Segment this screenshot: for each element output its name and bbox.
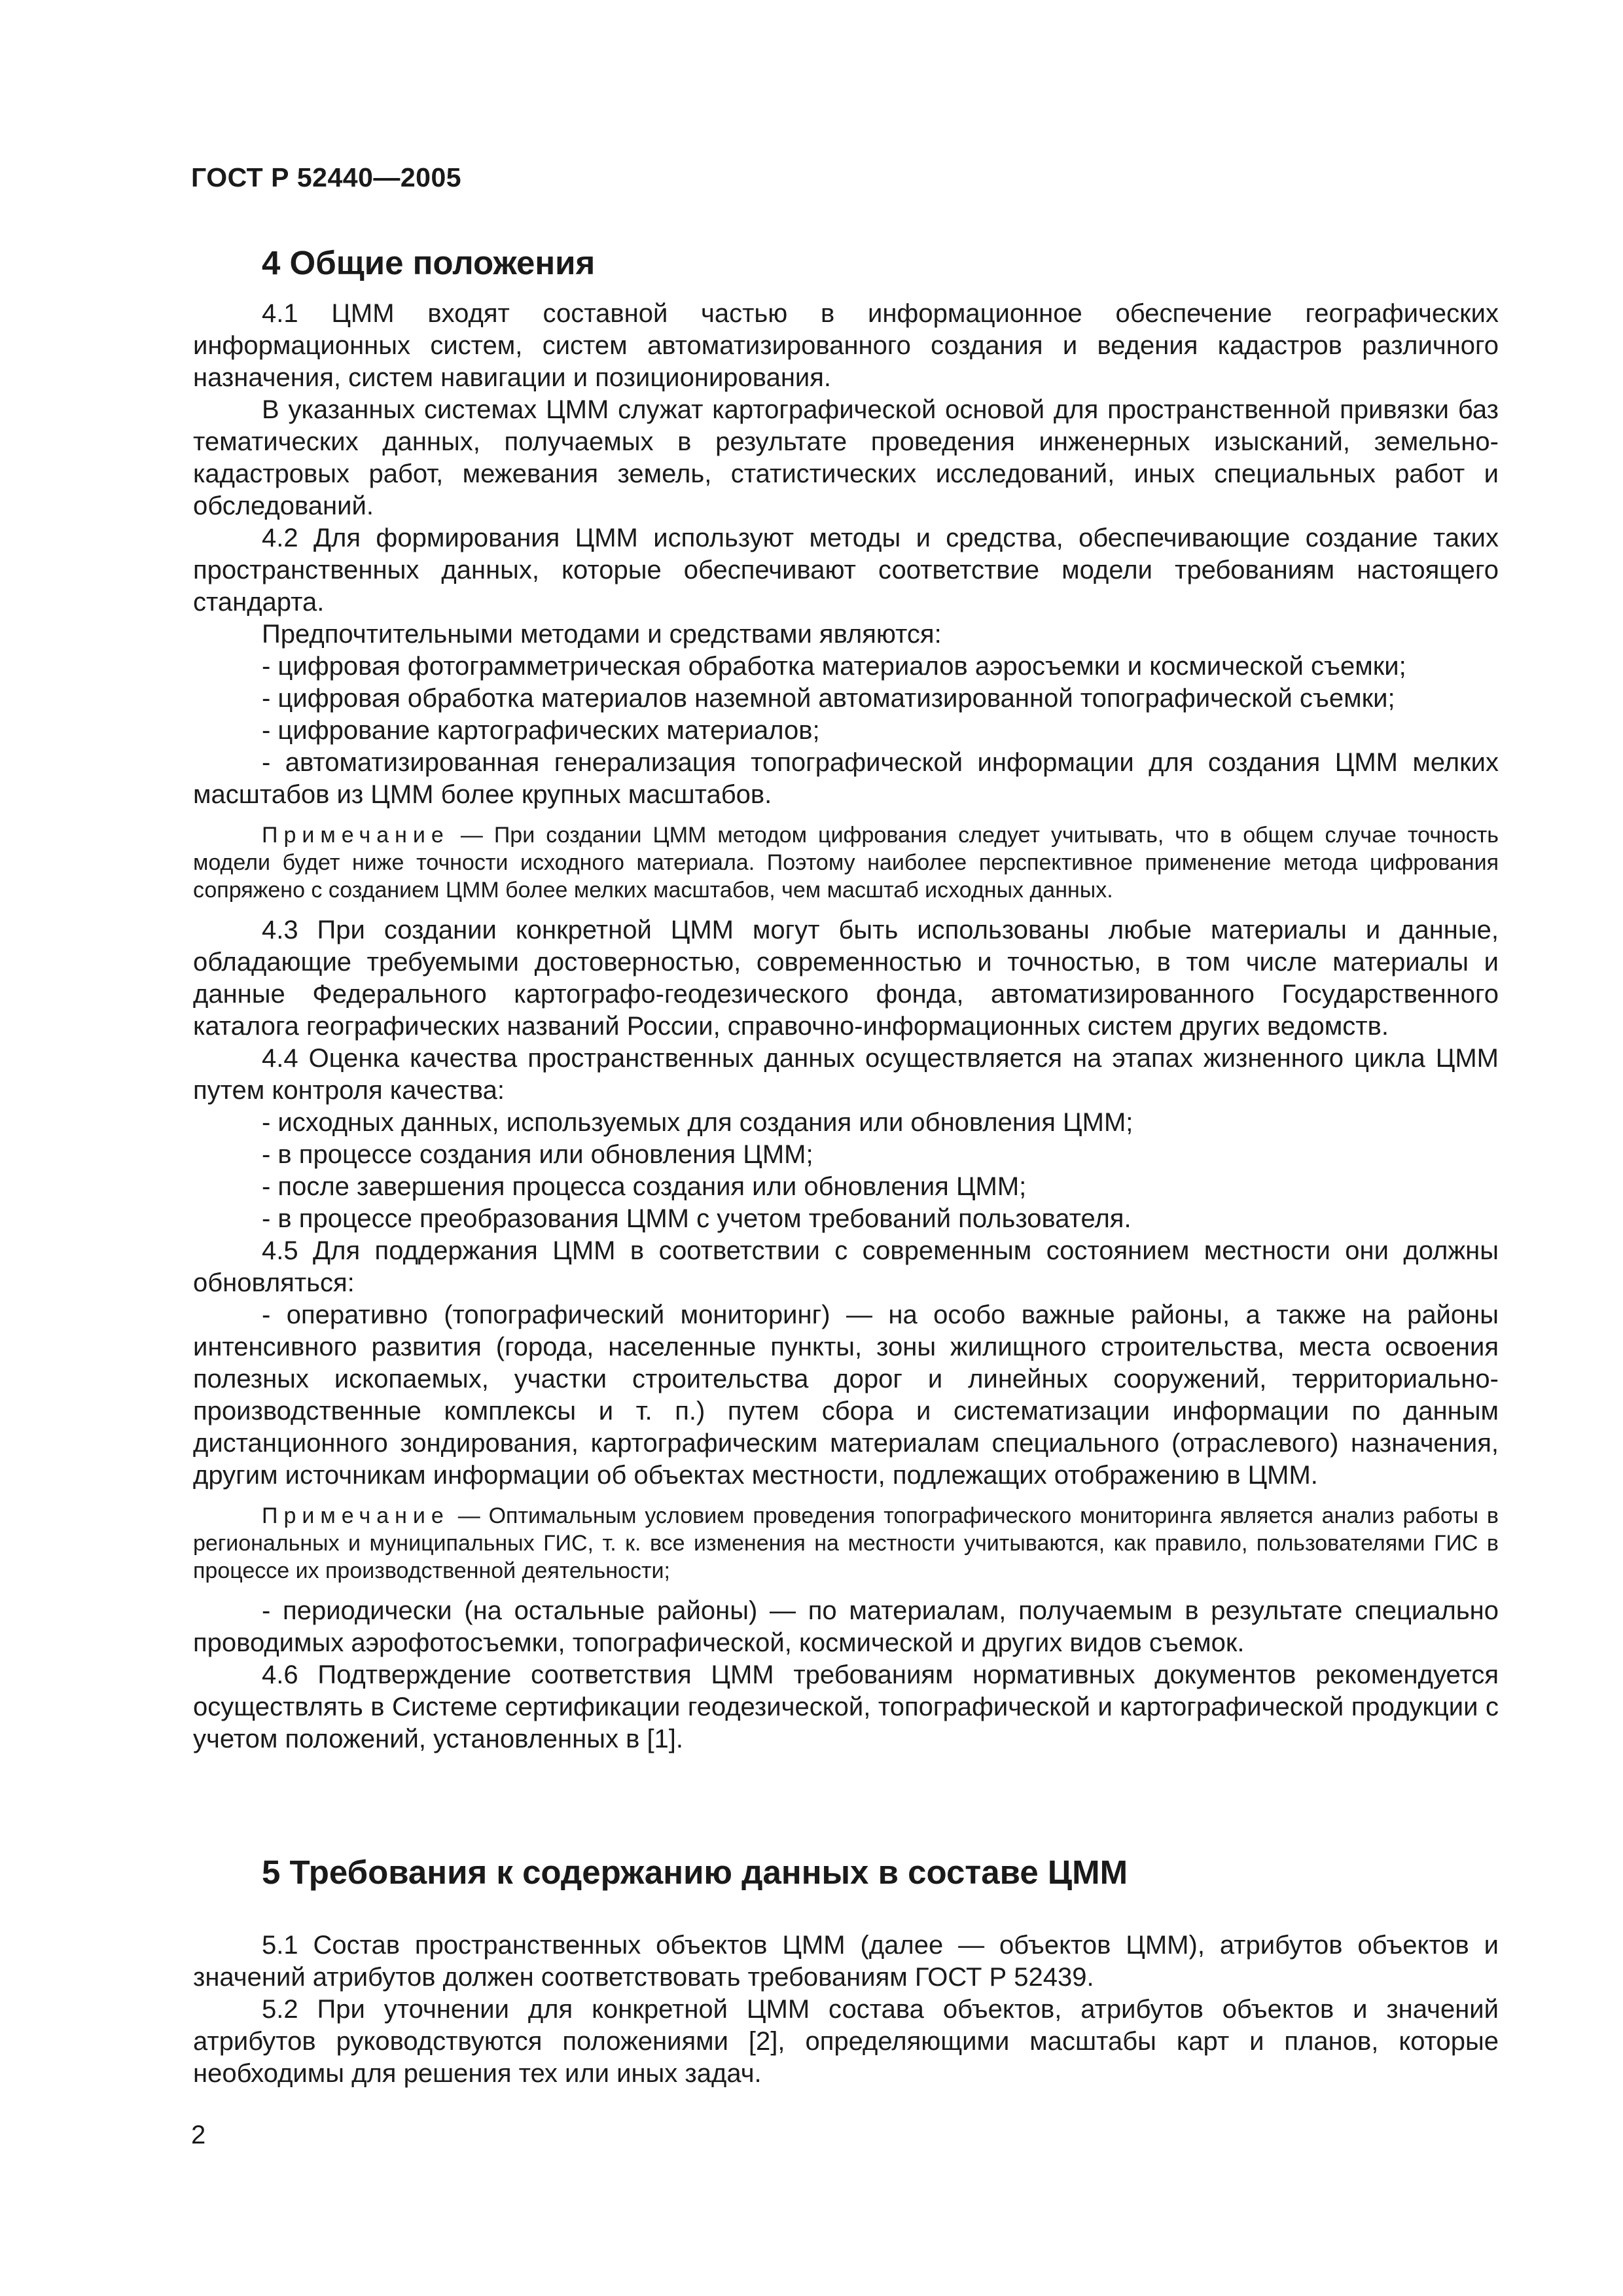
paragraph-4-5a: - оперативно (топографический мониторинг) — на особо важные районы, а также на районы интенсивного развития (города, населенные пункты, зоны жилищного строительства, места освоения полезных ископаемых, участки строительства дорог и линейных сооружений, территориально-производственные комплексы и т. п.) путем сбора и систематизации информации по данным дистанционного зондирования, картографическим материалам специального (отраслевого) назначения, другим источникам информации об объектах местности, подлежащих отображению в ЦММ. xyxy=(193,1300,1499,1490)
paragraph-4-3: 4.3 При создании конкретной ЦММ могут быть использованы любые материалы и данные, обладающие требуемыми достоверностью, современностью и точностью, в том числе материалы и данные Федерального картографо-геодезического фонда, автоматизированного Государственного каталога географических названий России, справочно-информационных систем других ведомств. xyxy=(193,916,1499,1041)
list-item: - в процессе преобразования ЦММ с учетом требований пользователя. xyxy=(262,1204,1132,1233)
paragraph-4-1b: В указанных системах ЦММ служат картографической основой для пространственной привязки баз тематических данных, получаемых в результате проведения инженерных изысканий, земельно-кадастровых работ, межевания земель, статистических исследований, иных специальных работ и обследований. xyxy=(193,395,1499,520)
note-2-text: — Оптимальным условием проведения топографического мониторинга является анализ работы в региональных и муниципальных ГИС, т. к. все изменения на местности учитываются, как правило, пользователями ГИС в процессе их производственной деятельности; xyxy=(193,1503,1499,1583)
note-1-text: — При создании ЦММ методом цифрования следует учитывать, что в общем случае точность модели будет ниже точности исходного материала. Поэтому наиболее перспективное применение метода цифрования сопряжено с созданием ЦММ более мелких масштабов, чем масштаб исходных данных. xyxy=(193,823,1499,903)
note-2 xyxy=(193,1502,1499,1585)
paragraph-4-2b: Предпочтительными методами и средствами являются: xyxy=(262,620,942,649)
paragraph-4-6: 4.6 Подтверждение соответствия ЦММ требованиям нормативных документов рекомендуется осуществлять в Системе сертификации геодезической, топографической и картографической продукции с учетом положений, установленных в [1]. xyxy=(193,1660,1499,1753)
paragraph-5-1: 5.1 Состав пространственных объектов ЦММ (далее — объектов ЦММ), атрибутов объектов и значений атрибутов должен соответствовать требованиям ГОСТ Р 52439. xyxy=(193,1931,1499,1992)
list-item: - после завершения процесса создания или обновления ЦММ; xyxy=(262,1172,1027,1201)
list-item: - цифровая фотограмметрическая обработка материалов аэросъемки и космической съемки; xyxy=(262,652,1406,681)
section-4-body xyxy=(193,298,1499,1755)
list-item: - цифровая обработка материалов наземной автоматизированной топографической съемки; xyxy=(262,684,1395,713)
document-header: ГОСТ Р 52440—2005 xyxy=(191,162,462,192)
list-item: - в процессе создания или обновления ЦММ; xyxy=(262,1140,813,1169)
list-item: - цифрование картографических материалов; xyxy=(262,716,820,745)
list-item: - исходных данных, используемых для создания или обновления ЦММ; xyxy=(262,1108,1133,1137)
section-5-body xyxy=(193,1929,1499,2090)
section-4-title: 4 Общие положения xyxy=(262,244,596,281)
list-item: - автоматизированная генерализация топографической информации для создания ЦММ мелких масштабов из ЦММ более крупных масштабов. xyxy=(193,748,1499,809)
note-label: Примечание xyxy=(262,823,450,848)
paragraph-4-5: 4.5 Для поддержания ЦММ в соответствии с современным состоянием местности они должны обновляться: xyxy=(193,1236,1499,1297)
paragraph-5-2: 5.2 При уточнении для конкретной ЦММ состава объектов, атрибутов объектов и значений атрибутов руководствуются положениями [2], определяющими масштабы карт и планов, которые необходимы для решения тех или иных задач. xyxy=(193,1995,1499,2088)
page-number: 2 xyxy=(191,2121,206,2149)
paragraph-4-1: 4.1 ЦММ входят составной частью в информационное обеспечение географических информационных систем, систем автоматизированного создания и ведения кадастров различного назначения, систем навигации и позиционирования. xyxy=(193,299,1499,392)
paragraph-4-5b: - периодически (на остальные районы) — по материалам, получаемым в результате специально проводимых аэрофотосъемки, топографической, космической и других видов съемок. xyxy=(193,1596,1499,1657)
note-label: Примечание xyxy=(262,1503,450,1528)
paragraph-4-4: 4.4 Оценка качества пространственных данных осуществляется на этапах жизненного цикла ЦММ путем контроля качества: xyxy=(193,1044,1499,1105)
paragraph-4-2: 4.2 Для формирования ЦММ используют методы и средства, обеспечивающие создание таких пространственных данных, которые обеспечивают соответствие модели требованиям настоящего стандарта. xyxy=(193,524,1499,617)
note-1 xyxy=(193,821,1499,904)
section-5-title: 5 Требования к содержанию данных в составе ЦММ xyxy=(262,1854,1128,1891)
